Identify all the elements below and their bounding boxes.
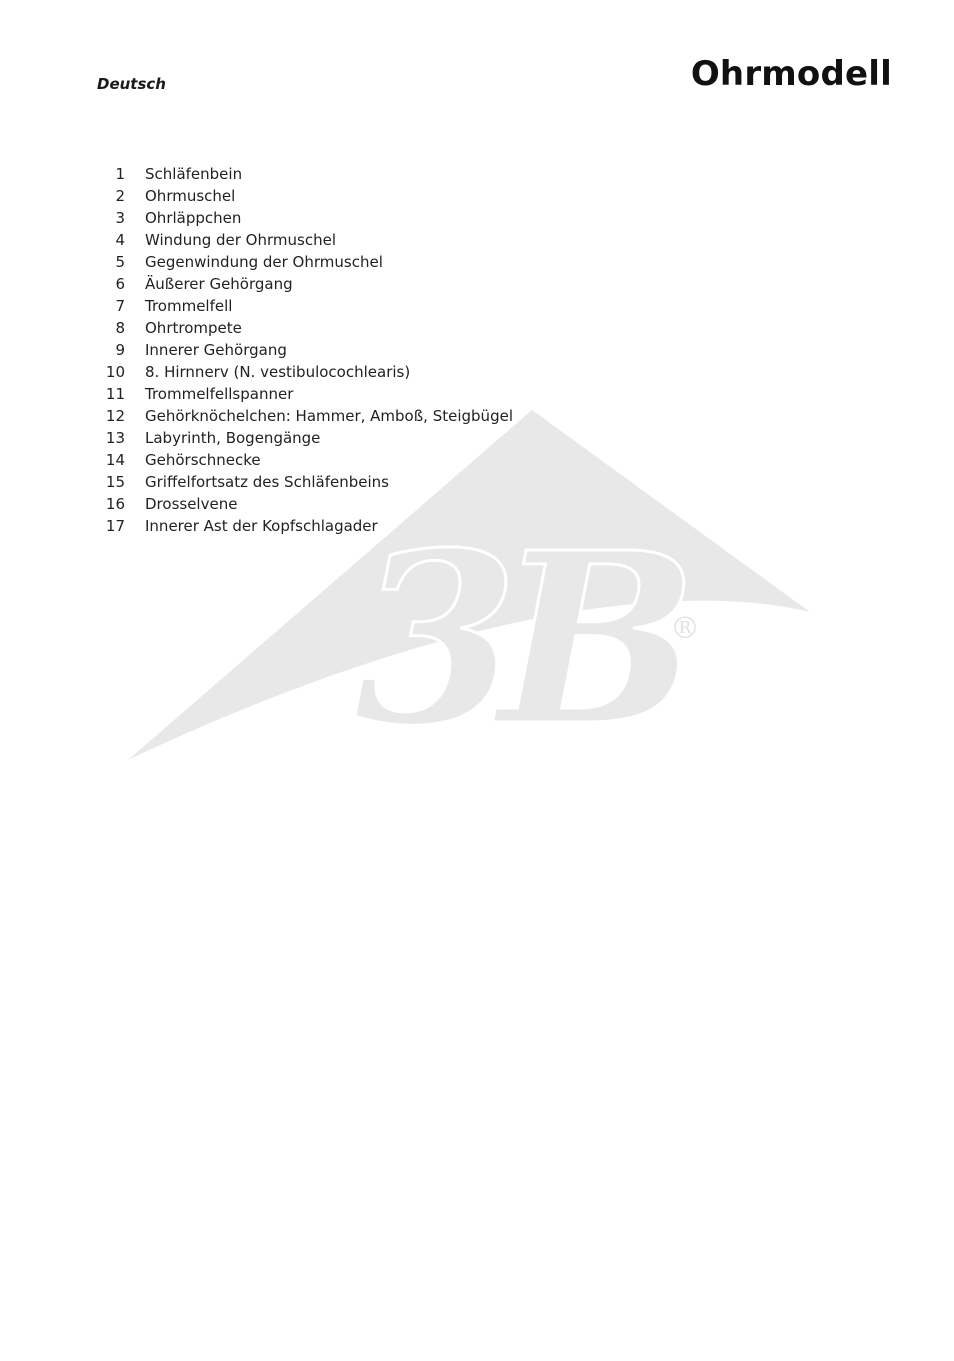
list-item [97, 361, 513, 383]
part-number: 10 [105, 363, 125, 381]
list-item [97, 405, 513, 427]
part-number: 16 [105, 495, 125, 513]
list-item [97, 427, 513, 449]
list-item [97, 295, 513, 317]
list-item [97, 163, 513, 185]
list-item [97, 317, 513, 339]
language-label: Deutsch [97, 75, 166, 93]
list-item [97, 273, 513, 295]
list-item [97, 251, 513, 273]
part-label: Gehörschnecke [145, 451, 261, 469]
part-label: Drosselvene [145, 495, 238, 513]
list-item [97, 471, 513, 493]
list-item [97, 229, 513, 251]
part-number: 6 [115, 275, 125, 293]
part-label: Griffelfortsatz des Schläfenbeins [145, 473, 389, 491]
list-item [97, 185, 513, 207]
list-item [97, 383, 513, 405]
list-item [97, 515, 513, 537]
part-number: 3 [115, 209, 125, 227]
part-number: 8 [115, 319, 125, 337]
registered-mark: ® [670, 611, 700, 646]
list-item [97, 493, 513, 515]
part-label: Innerer Ast der Kopfschlagader [145, 517, 378, 535]
part-number: 17 [105, 517, 125, 535]
list-item [97, 449, 513, 471]
part-number: 1 [115, 165, 125, 183]
list-item [97, 339, 513, 361]
part-label: Trommelfellspanner [145, 385, 294, 403]
parts-list [97, 163, 513, 537]
part-label: Gehörknöchelchen: Hammer, Amboß, Steigbügel [145, 407, 513, 425]
part-label: Äußerer Gehörgang [145, 275, 293, 293]
part-label: Labyrinth, Bogengänge [145, 429, 321, 447]
part-label: Gegenwindung der Ohrmuschel [145, 253, 383, 271]
part-number: 5 [115, 253, 125, 271]
part-label: Schläfenbein [145, 165, 243, 183]
page-title: Ohrmodell [690, 54, 892, 94]
part-label: Ohrmuschel [145, 187, 236, 205]
part-number: 12 [105, 407, 125, 425]
part-number: 13 [105, 429, 125, 447]
part-label: Ohrläppchen [145, 209, 242, 227]
list-item [97, 207, 513, 229]
part-number: 14 [105, 451, 125, 469]
part-label: Trommelfell [145, 297, 233, 315]
part-label: Innerer Gehörgang [145, 341, 287, 359]
part-number: 4 [115, 231, 125, 249]
part-number: 7 [115, 297, 125, 315]
part-number: 15 [105, 473, 125, 491]
part-number: 2 [115, 187, 125, 205]
part-label: 8. Hirnnerv (N. vestibulocochlearis) [145, 363, 411, 381]
watermark-brand-text: 3B [354, 500, 678, 764]
part-number: 9 [115, 341, 125, 359]
part-label: Ohrtrompete [145, 319, 242, 337]
part-label: Windung der Ohrmuschel [145, 231, 336, 249]
part-number: 11 [105, 385, 125, 403]
